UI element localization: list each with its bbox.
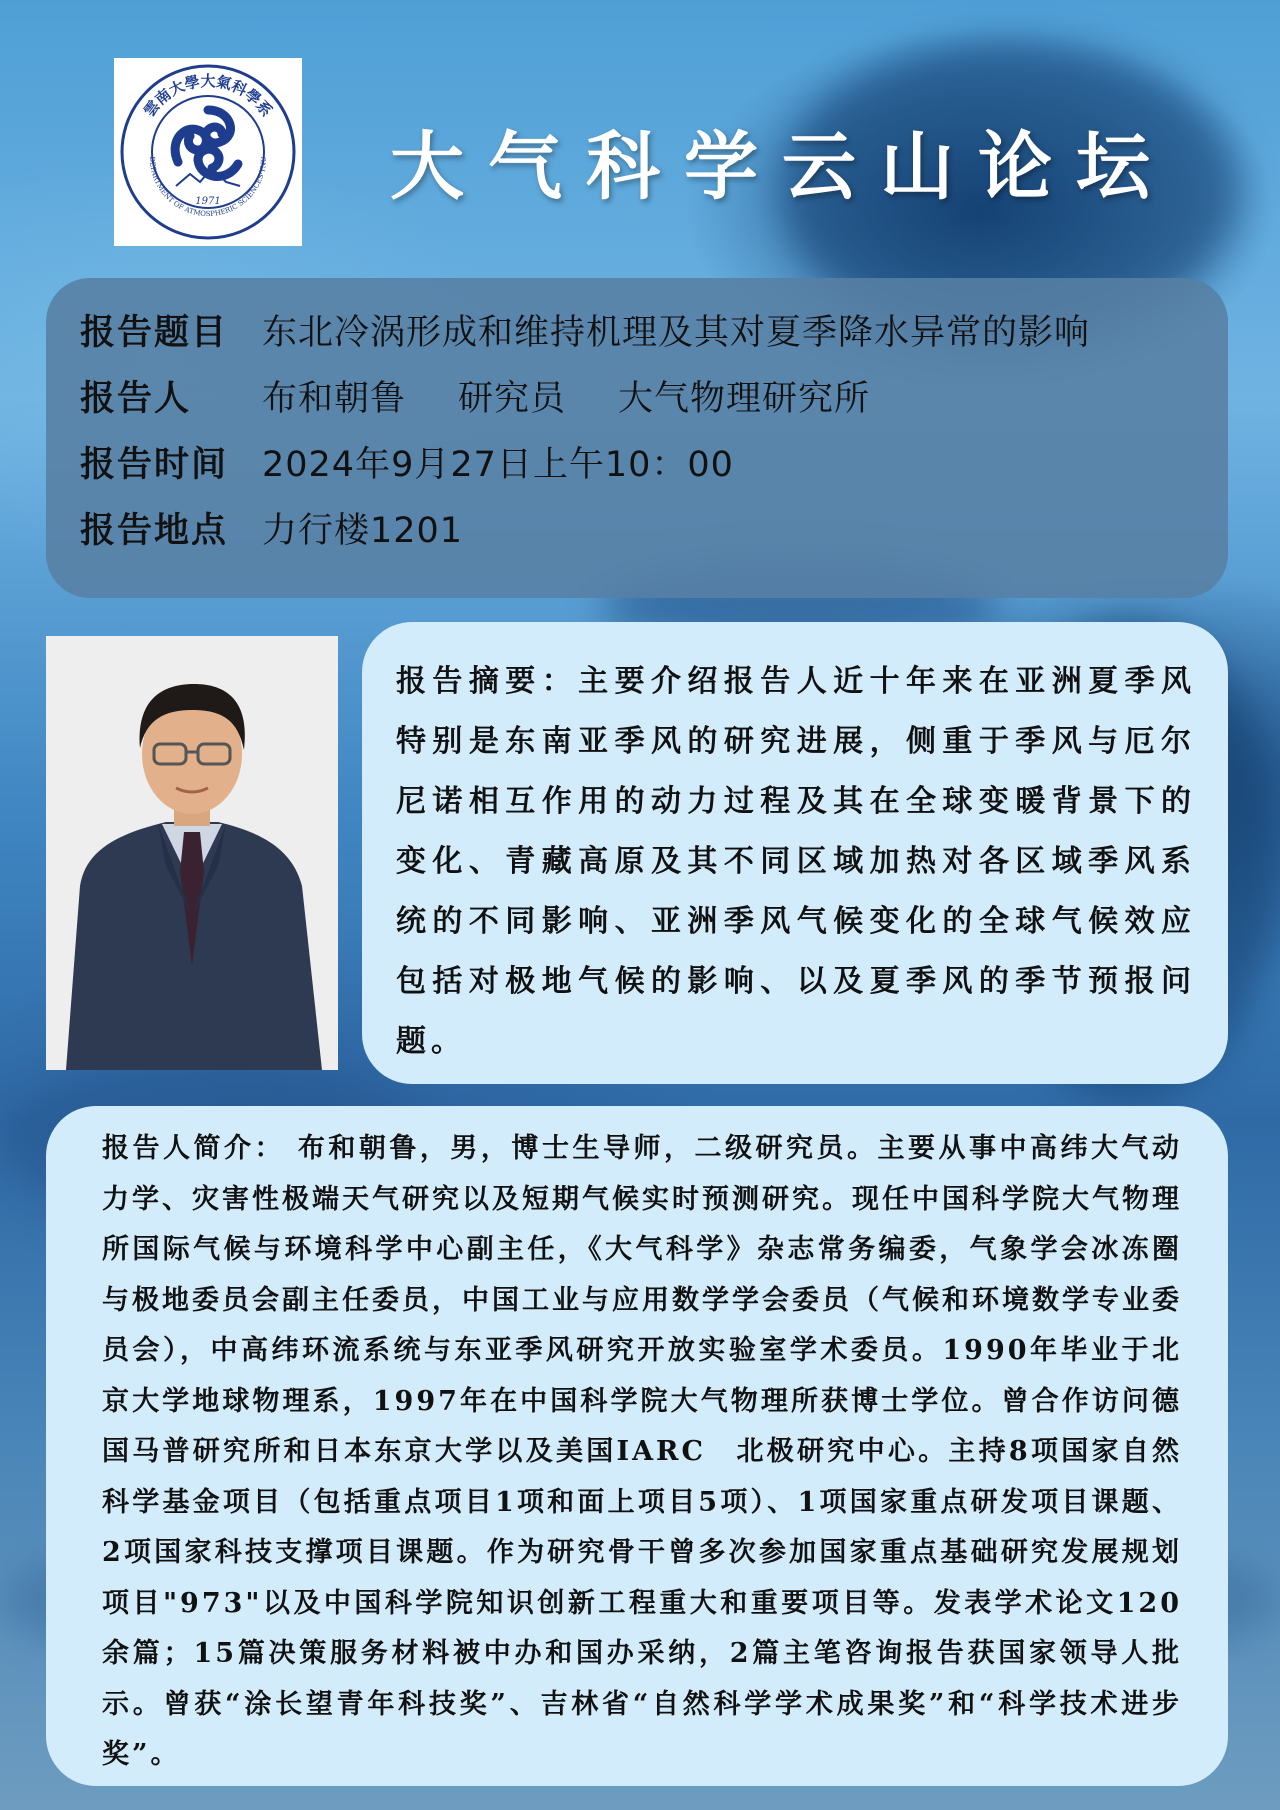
speaker-name: 布和朝鲁 <box>262 379 407 419</box>
logo-bottom-text: DEPARTMENT OF ATMOSPHERIC SCIENCES·YNU <box>147 156 269 219</box>
speaker-portrait-illustration <box>46 636 338 1070</box>
report-info-panel <box>46 278 1228 598</box>
biography-text: 报告人简介： 布和朝鲁，男，博士生导师，二级研究员。主要从事中高纬大气动力学、灾害性极端天气研究以及短期气候实时预测研究。现任中国科学院大气物理所国际气候与环境科学中心副主任，《大气科学》杂志常务编委，气象学会冰冻圈与极地委员会副主任委员，中国工业与应用数学学会委员（气候和环境数学专业委员会），中高纬环流系统与东亚季风研究开放实验室学术委员。1990年毕业于北京大学地球物理系，1997年在中国科学院大气物理所获博士学位。曾合作访问德国马普研究所和日本东京大学以及美国IARC 北极研究中心。主持8项国家自然科学基金项目（包括重点项目1项和面上项目5项）、1项国家重点研发项目课题、2项国家科技支撑项目课题。作为研究骨干曾多次参加国家重点基础研究发展规划项目"973"以及中国科学院知识创新工程重大和重要项目等。发表学术论文120 余篇；15篇决策服务材料被中办和国办采纳，2篇主笔咨询报告获国家领导人批示。曾获“涂长望青年科技奖”、吉林省“自然科学学术成果奖”和“科学技术进步奖”。 <box>102 1133 1212 1770</box>
logo-year: 1971 <box>195 196 221 207</box>
time-row <box>80 432 734 492</box>
speaker-label: 报告人 <box>80 378 192 419</box>
abstract-text: 报告摘要：主要介绍报告人近十年来在亚洲夏季风特别是东南亚季风的研究进展，侧重于季风与厄尔尼诺相互作用的动力过程及其在全球变暖背景下的变化、青藏高原及其不同区域加热对各区域季风系统的不同影响、亚洲季风气候变化的全球气候效应包括对极地气候的影响、以及夏季风的季节预报问题。 <box>396 664 1196 1059</box>
department-emblem-icon <box>114 58 302 246</box>
abstract-box <box>362 622 1228 1084</box>
speaker-org: 大气物理研究所 <box>618 379 871 419</box>
speaker-portrait <box>46 636 338 1070</box>
place-label: 报告地点 <box>80 510 229 551</box>
place-value: 力行楼1201 <box>262 511 464 551</box>
topic-row <box>80 300 1090 360</box>
place-row <box>80 498 463 558</box>
speaker-row <box>80 366 870 426</box>
department-logo <box>114 58 302 246</box>
topic-value: 东北冷涡形成和维持机理及其对夏季降水异常的影响 <box>262 313 1091 353</box>
time-label: 报告时间 <box>80 444 229 485</box>
time-value: 2024年9月27日上午10：00 <box>262 445 734 485</box>
speaker-title: 研究员 <box>458 379 567 419</box>
logo-top-text: 雲南大學大氣科學系 <box>140 72 276 120</box>
page-title: 大气科学云山论坛 <box>390 124 1174 210</box>
topic-label: 报告题目 <box>80 312 229 353</box>
biography-box <box>46 1106 1228 1786</box>
